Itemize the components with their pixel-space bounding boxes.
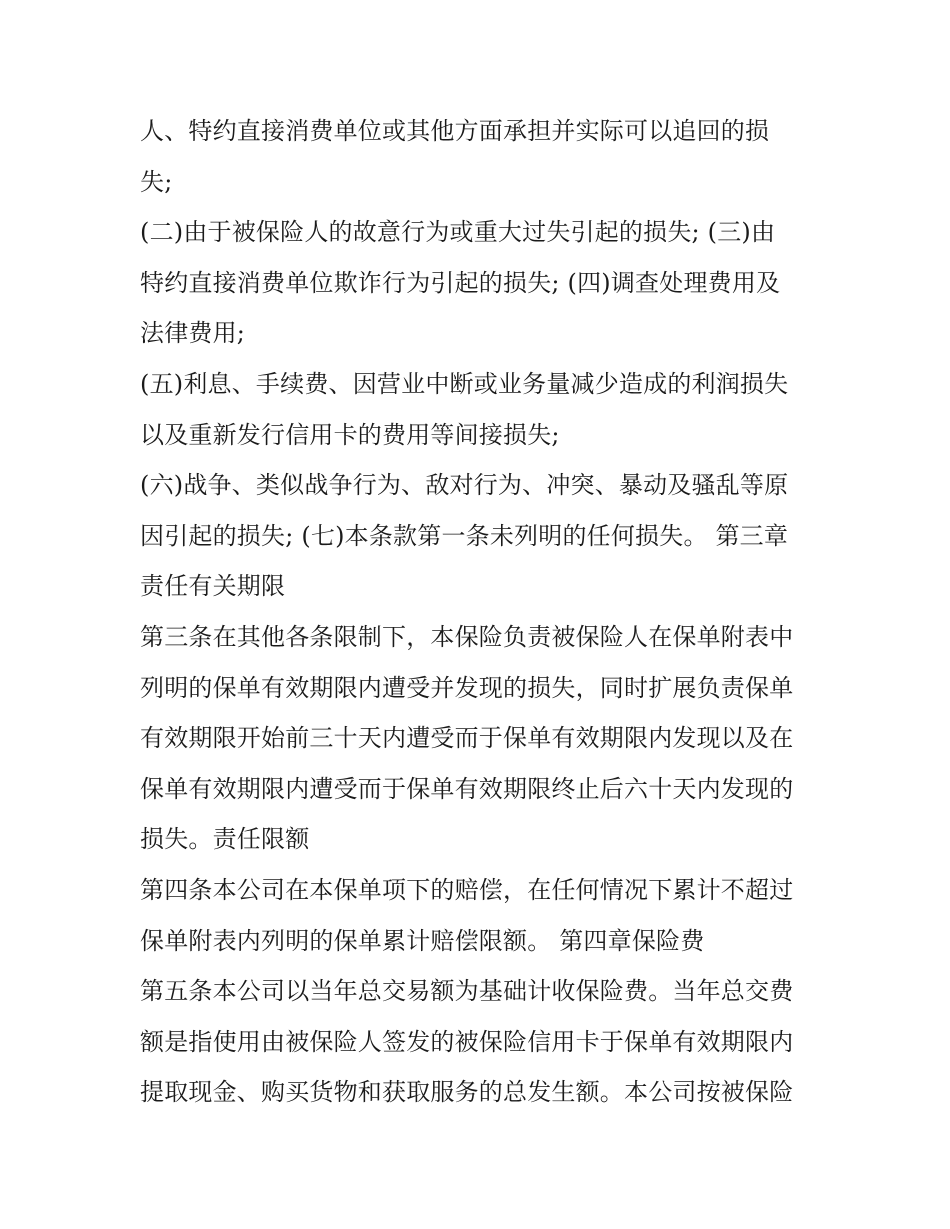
text-line: 第五条本公司以当年总交易额为基础计收保险费。当年总交费 bbox=[140, 977, 794, 1006]
text-line: 因引起的损失; (七)本条款第一条未列明的任何损失。 第三章 bbox=[140, 521, 789, 550]
text-line: 法律费用; bbox=[140, 319, 246, 348]
text-line: 第四条本公司在本保单项下的赔偿，在任何情况下累计不超过 bbox=[140, 875, 794, 904]
text-line: 第三条在其他各条限制下，本保险负责被保险人在保单附表中 bbox=[140, 622, 794, 651]
text-line: 列明的保单有效期限内遭受并发现的损失，同时扩展负责保单 bbox=[140, 673, 794, 702]
text-line: 损失。责任限额 bbox=[140, 825, 310, 854]
text-line: 保单附表内列明的保单累计赔偿限额。 第四章保险费 bbox=[140, 926, 705, 955]
text-line: 责任有关期限 bbox=[140, 572, 286, 601]
text-line: 失; bbox=[140, 167, 173, 196]
text-line: 人、特约直接消费单位或其他方面承担并实际可以追回的损 bbox=[140, 117, 770, 145]
text-line: 保单有效期限内遭受而于保单有效期限终止后六十天内发现的 bbox=[140, 774, 794, 803]
text-line: 以及重新发行信用卡的费用等间接损失; bbox=[140, 420, 560, 449]
text-line: 有效期限开始前三十天内遭受而于保单有效期限内发现以及在 bbox=[140, 724, 794, 753]
text-line: (二)由于被保险人的故意行为或重大过失引起的损失; (三)由 bbox=[140, 218, 776, 247]
text-line: (五)利息、手续费、因营业中断或业务量减少造成的利润损失 bbox=[140, 369, 789, 398]
document-body bbox=[140, 106, 820, 1118]
text-line: (六)战争、类似战争行为、敌对行为、冲突、暴动及骚乱等原 bbox=[140, 471, 789, 500]
text-line: 特约直接消费单位欺诈行为引起的损失; (四)调查处理费用及 bbox=[140, 268, 781, 297]
text-line: 提取现金、购买货物和获取服务的总发生额。本公司按被保险 bbox=[140, 1078, 794, 1107]
text-line: 额是指使用由被保险人签发的被保险信用卡于保单有效期限内 bbox=[140, 1027, 794, 1056]
